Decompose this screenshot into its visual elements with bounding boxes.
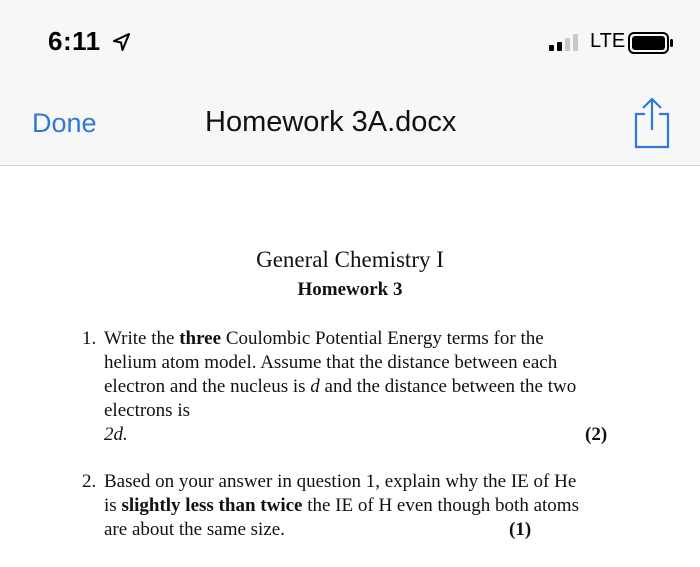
share-icon[interactable] bbox=[631, 96, 673, 150]
question-line: 2d. bbox=[104, 424, 128, 445]
question-number: 1. bbox=[82, 328, 97, 349]
document-subheading: Homework 3 bbox=[297, 279, 403, 300]
battery-icon bbox=[628, 31, 674, 55]
document-title: Homework 3A.docx bbox=[205, 106, 457, 138]
question-line: are about the same size. bbox=[104, 519, 285, 540]
network-type: LTE bbox=[590, 30, 626, 52]
emphasis: three bbox=[179, 328, 222, 349]
variable-d: d bbox=[310, 376, 320, 397]
document-heading: General Chemistry I bbox=[256, 247, 444, 272]
question-line: electrons is bbox=[104, 400, 191, 421]
question-line: helium atom model. Assume that the distance between each bbox=[104, 352, 558, 373]
question-line: is slightly less than twice the IE of H even though both atoms bbox=[104, 495, 579, 516]
question-text bbox=[104, 327, 624, 447]
signal-bars-icon bbox=[549, 33, 585, 51]
emphasis: slightly less than twice bbox=[121, 495, 303, 516]
points-label: (2) bbox=[585, 424, 608, 445]
question-number: 2. bbox=[82, 471, 97, 492]
status-bar bbox=[0, 0, 700, 88]
points-label: (1) bbox=[509, 519, 532, 540]
status-time: 6:11 bbox=[48, 26, 101, 56]
question-text bbox=[104, 470, 624, 542]
question-line: Based on your answer in question 1, explain why the IE of He bbox=[104, 471, 577, 492]
navigation-bar bbox=[0, 88, 700, 166]
document-view[interactable] bbox=[0, 166, 700, 567]
question-line: Write the three Coulombic Potential Energy terms for the bbox=[104, 328, 544, 349]
question-line: electron and the nucleus is d and the distance between the two bbox=[104, 376, 577, 397]
done-button[interactable]: Done bbox=[32, 108, 97, 138]
location-arrow-icon bbox=[111, 32, 131, 52]
